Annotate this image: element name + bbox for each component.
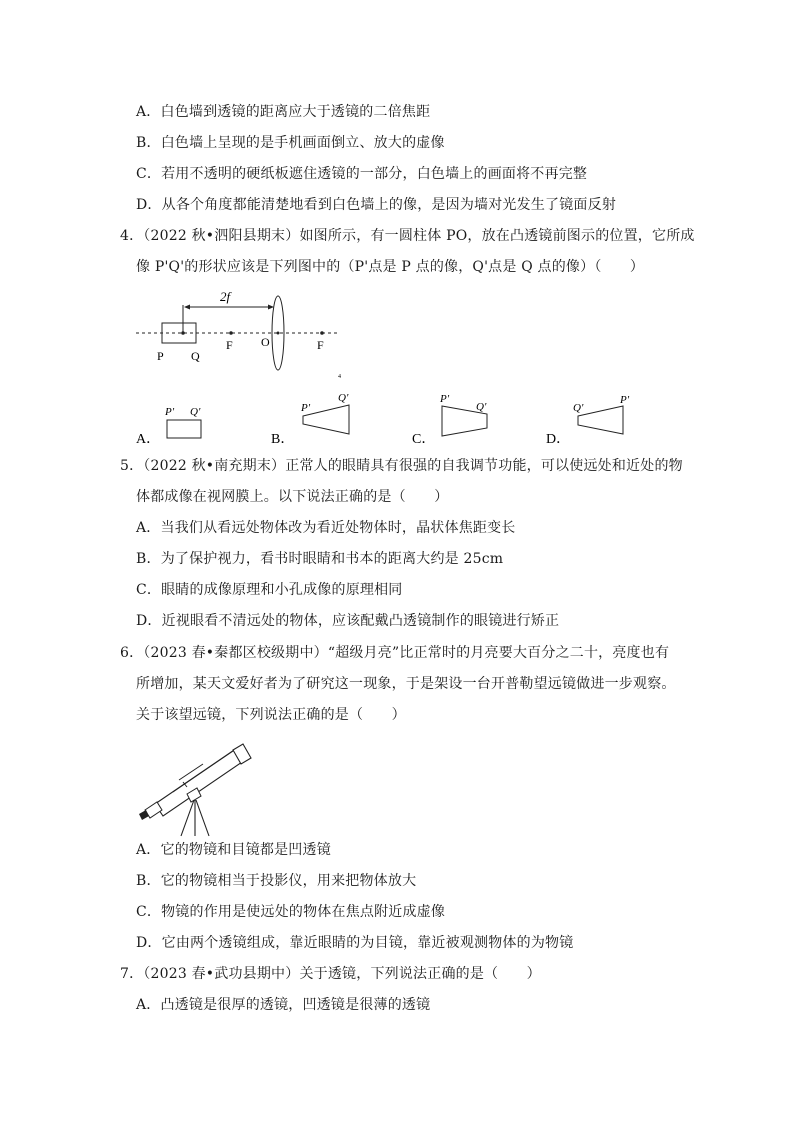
q6-option-a: A．它的物镜和目镜都是凹透镜	[136, 842, 331, 858]
q5-option-a: A．当我们从看远处物体改为看近处物体时，晶状体焦距变长	[136, 520, 516, 536]
q6-stem-line1: 6．（2023 春•秦都区校级期中）“超级月亮”比正常时的月亮要大百分之二十，亮度也有	[120, 645, 670, 661]
choice-a-label-left: P'	[165, 406, 175, 418]
q7-stem-line1: 7．（2023 春•武功县期中）关于透镜，下列说法正确的是（ ）	[120, 966, 541, 982]
choice-b-letter: B．	[271, 432, 295, 447]
choice-d-letter: D．	[546, 432, 571, 447]
choice-a-label-right: Q'	[190, 406, 201, 418]
q3-option-a: A．白色墙到透镜的距离应大于透镜的二倍焦距	[136, 104, 431, 120]
q7-option-a: A．凸透镜是很厚的透镜，凹透镜是很薄的透镜	[136, 997, 431, 1013]
choice-c-letter: C．	[412, 432, 436, 447]
focal-point-right	[320, 331, 324, 335]
q3-option-d: D．从各个角度都能清楚地看到白色墙上的像，是因为墙对光发生了镜面反射	[136, 197, 617, 213]
focal-point-left	[229, 331, 233, 335]
q6-stem-line2: 所增加，某天文爱好者为了研究这一现象，于是架设一台开普勒望远镜做进一步观察。	[136, 676, 676, 692]
choice-d-label-right: P'	[620, 394, 630, 406]
tripod-leg-right	[196, 800, 209, 836]
q5-stem-line2: 体都成像在视网膜上。以下说法正确的是（ ）	[136, 489, 449, 505]
label-p: P	[157, 349, 164, 363]
q4-choice-figures	[130, 390, 670, 448]
label-2f: 2f	[220, 289, 231, 304]
stray-mark: 4	[338, 374, 341, 380]
q5-option-c: C．眼睛的成像原理和小孔成像的原理相同	[136, 582, 403, 598]
telescope-tube	[155, 748, 245, 816]
tripod-leg-left	[181, 800, 194, 836]
q3-option-c: C．若用不透明的硬纸板遮住透镜的一部分，白色墙上的画面将不再完整	[136, 166, 588, 182]
optical-center-dot	[277, 332, 280, 335]
label-o: O	[261, 335, 270, 349]
label-q: Q	[191, 349, 200, 363]
choice-a-letter: A．	[136, 432, 161, 447]
q6-option-b: B．它的物镜相当于投影仪，用来把物体放大	[136, 873, 417, 889]
label-f-left: F	[226, 338, 233, 352]
q4-stem-line2: 像 P'Q'的形状应该是下列图中的（P'点是 P 点的像，Q'点是 Q 点的像）（ ）	[136, 259, 645, 275]
telescope-illustration	[135, 738, 255, 838]
finder-scope	[179, 764, 203, 780]
choice-c-label-right: Q'	[476, 401, 487, 413]
q6-stem-line3: 关于该望远镜，下列说法正确的是（ ）	[136, 707, 406, 723]
label-f-right: F	[317, 338, 324, 352]
choice-a-shape	[167, 420, 201, 438]
q4-lens-diagram	[130, 285, 360, 380]
q5-option-d: D．近视眼看不清远处的物体，应该配戴凸透镜制作的眼镜进行矫正	[136, 613, 560, 629]
q4-stem-line1: 4．（2022 秋•泗阳县期末）如图所示，有一圆柱体 PO，放在凸透镜前图示的位置，它所成	[120, 228, 695, 244]
q5-option-b: B．为了保护视力，看书时眼睛和书本的距离大约是 25cm	[136, 551, 504, 567]
arrowhead-left	[184, 305, 190, 310]
mount-head	[187, 788, 201, 802]
choice-b-label-left: P'	[301, 402, 311, 414]
q6-option-c: C．物镜的作用是使远处的物体在焦点附近成虚像	[136, 904, 446, 920]
choice-c-label-left: P'	[440, 393, 450, 405]
choice-d-shape	[578, 406, 623, 434]
q5-stem-line1: 5．（2022 秋•南充期末）正常人的眼睛具有很强的自我调节功能，可以使远处和近处的物	[120, 458, 683, 474]
objective-lens-ring	[233, 744, 251, 764]
q3-option-b: B．白色墙上呈现的是手机画面倒立、放大的虚像	[136, 135, 445, 151]
object-center-dot	[181, 331, 185, 335]
choice-d-label-left: Q'	[573, 402, 584, 414]
q6-option-d: D．它由两个透镜组成，靠近眼睛的为目镜，靠近被观测物体的为物镜	[136, 935, 574, 951]
choice-b-label-right: Q'	[338, 392, 349, 404]
tube-inner-line	[173, 747, 239, 792]
